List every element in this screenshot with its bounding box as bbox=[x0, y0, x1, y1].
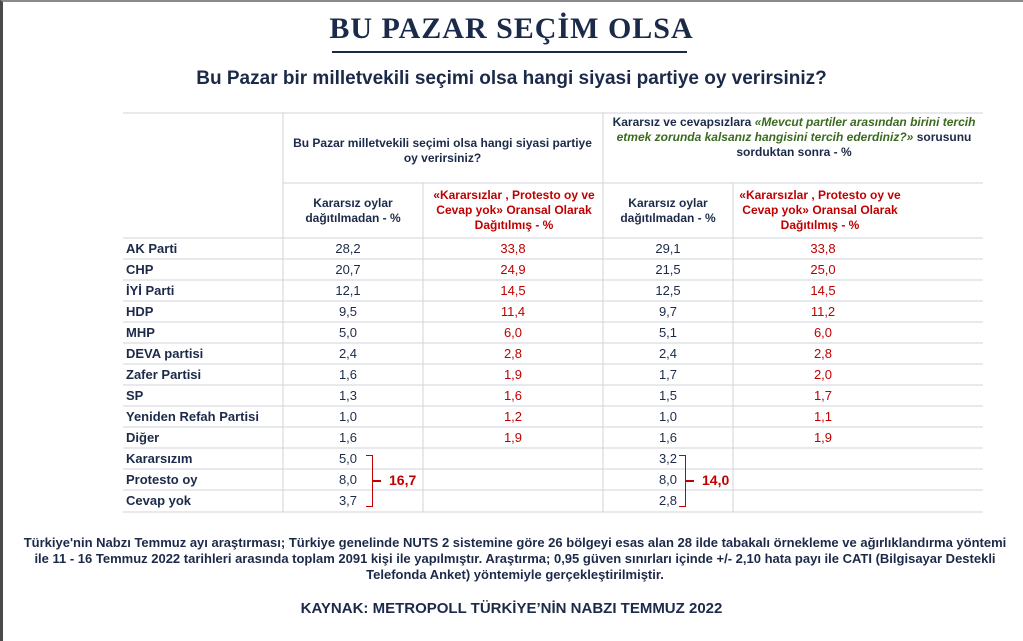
table-row bbox=[123, 301, 983, 322]
table-row bbox=[123, 343, 983, 364]
party-name: HDP bbox=[126, 304, 154, 319]
party-name: SP bbox=[126, 388, 144, 403]
group2-suffix: sorusunu sorduktan sonra - % bbox=[736, 130, 972, 159]
party-name: AK Parti bbox=[126, 241, 178, 256]
group2-prefix: Kararsız ve cevapsızlara bbox=[612, 115, 755, 129]
table-row bbox=[123, 238, 983, 259]
value-col3: 29,1 bbox=[655, 241, 681, 256]
table-row bbox=[123, 490, 983, 511]
party-name: Kararsızım bbox=[126, 451, 193, 466]
table-row bbox=[123, 259, 983, 280]
methodology-note: Türkiye'nin Nabzı Temmuz ayı araştırması; Türkiye genelinde NUTS 2 sistemine göre 26 bölgeyi esas alan 28 ilde tabakalı örnekleme ve ağırlıklandırma yöntemi ile 11 - 16 Temmuz 2022 tarihleri arasında toplam 2091 kişi ile yapılmıştır. Araştırma; 0,95 güven sınırları içinde +/- 2,10 hata payı ile CATI (Bilgisayar Destekli Telefonda Anket) yöntemiyle gerçekleştirilmiştir. bbox=[23, 535, 1007, 582]
party-name: Yeniden Refah Partisi bbox=[126, 409, 259, 424]
value-col2: 24,9 bbox=[500, 262, 526, 277]
value-col1: 28,2 bbox=[335, 241, 361, 256]
value-col1: 20,7 bbox=[335, 262, 361, 277]
value-col3: 2,4 bbox=[658, 346, 678, 361]
value-col4: 1,7 bbox=[813, 388, 833, 403]
source-line: KAYNAK: METROPOLL TÜRKİYE’NİN NABZI TEMMUZ 2022 bbox=[300, 600, 723, 617]
party-name: DEVA partisi bbox=[126, 346, 204, 361]
party-name: Diğer bbox=[126, 430, 160, 445]
value-col1: 12,1 bbox=[335, 283, 361, 298]
value-col2: 1,6 bbox=[503, 388, 523, 403]
value-col2 bbox=[443, 448, 583, 469]
table-row bbox=[123, 469, 983, 490]
undecided-bracket-1 bbox=[366, 455, 373, 507]
value-col3: 1,6 bbox=[658, 430, 678, 445]
value-col4: 6,0 bbox=[813, 325, 833, 340]
undecided-bracket-2 bbox=[679, 455, 686, 507]
value-col3: 1,0 bbox=[658, 409, 678, 424]
table-row bbox=[123, 322, 983, 343]
col-header-1: Kararsız oylar dağıtılmadan - % bbox=[305, 196, 401, 225]
party-name: İYİ Parti bbox=[126, 283, 175, 298]
group2-heading bbox=[608, 115, 980, 160]
undecided-total-2: 14,0 bbox=[702, 472, 730, 488]
value-col4: 2,0 bbox=[813, 367, 833, 382]
value-col2: 11,4 bbox=[500, 304, 526, 319]
value-col1: 1,6 bbox=[338, 367, 358, 382]
value-col1: 1,6 bbox=[338, 430, 358, 445]
value-col2 bbox=[443, 469, 583, 490]
value-col2: 1,9 bbox=[503, 367, 523, 382]
value-col3: 21,5 bbox=[655, 262, 681, 277]
value-col3: 1,5 bbox=[658, 388, 678, 403]
value-col4: 1,1 bbox=[813, 409, 833, 424]
party-name: CHP bbox=[126, 262, 154, 277]
value-col3: 5,1 bbox=[658, 325, 678, 340]
value-col4 bbox=[753, 448, 893, 469]
value-col1: 2,4 bbox=[338, 346, 358, 361]
value-col4: 2,8 bbox=[813, 346, 833, 361]
col-header-2: «Kararsızlar , Protesto oy ve Cevap yok» Oransal Olarak Dağıtılmış - % bbox=[433, 188, 595, 232]
undecided-bracket-1-tick bbox=[373, 480, 381, 482]
survey-question: Bu Pazar bir milletvekili seçimi olsa hangi siyasi partiye oy verirsiniz? bbox=[196, 68, 827, 89]
value-col3: 12,5 bbox=[655, 283, 681, 298]
value-col4: 11,2 bbox=[810, 304, 836, 319]
value-col2: 14,5 bbox=[500, 283, 526, 298]
value-col2: 2,8 bbox=[503, 346, 523, 361]
table-row bbox=[123, 385, 983, 406]
party-name: MHP bbox=[126, 325, 155, 340]
value-col2: 1,9 bbox=[503, 430, 523, 445]
table-row bbox=[123, 364, 983, 385]
table-row bbox=[123, 427, 983, 448]
value-col3: 8,0 bbox=[658, 472, 678, 487]
value-col2: 1,2 bbox=[503, 409, 523, 424]
table-row bbox=[123, 406, 983, 427]
party-name: Zafer Partisi bbox=[126, 367, 202, 382]
value-col1: 8,0 bbox=[338, 472, 358, 487]
value-col4: 1,9 bbox=[813, 430, 833, 445]
value-col4: 14,5 bbox=[810, 283, 836, 298]
value-col3: 2,8 bbox=[658, 493, 678, 508]
value-col1: 9,5 bbox=[338, 304, 358, 319]
table-row bbox=[123, 280, 983, 301]
value-col4 bbox=[753, 490, 893, 511]
party-name: Protesto oy bbox=[126, 472, 198, 487]
value-col3: 3,2 bbox=[658, 451, 678, 466]
col-header-3: Kararsız oylar dağıtılmadan - % bbox=[620, 196, 716, 225]
value-col3: 9,7 bbox=[658, 304, 678, 319]
value-col2: 33,8 bbox=[500, 241, 526, 256]
value-col2 bbox=[443, 490, 583, 511]
value-col3: 1,7 bbox=[658, 367, 678, 382]
value-col1: 5,0 bbox=[338, 451, 358, 466]
value-col2: 6,0 bbox=[503, 325, 523, 340]
page-title: BU PAZAR SEÇİM OLSA bbox=[329, 12, 694, 45]
group1-heading: Bu Pazar milletvekili seçimi olsa hangi siyasi partiye oy verirsiniz? bbox=[293, 136, 592, 165]
value-col1: 5,0 bbox=[338, 325, 358, 340]
value-col4 bbox=[753, 469, 893, 490]
value-col1: 1,3 bbox=[338, 388, 358, 403]
party-name: Cevap yok bbox=[126, 493, 192, 508]
value-col1: 1,0 bbox=[338, 409, 358, 424]
value-col4: 33,8 bbox=[810, 241, 836, 256]
title-underline bbox=[332, 51, 687, 53]
undecided-total-1: 16,7 bbox=[389, 472, 417, 488]
group2-quote: «Mevcut partiler arasından birini tercih etmek zorunda kalsanız hangisini tercih ederdiniz?» bbox=[616, 115, 976, 144]
value-col1: 3,7 bbox=[338, 493, 358, 508]
value-col4: 25,0 bbox=[810, 262, 836, 277]
col-header-4: «Kararsızlar , Protesto oy ve Cevap yok» Oransal Olarak Dağıtılmış - % bbox=[739, 188, 901, 232]
undecided-bracket-2-tick bbox=[686, 480, 694, 482]
table-row bbox=[123, 448, 983, 469]
